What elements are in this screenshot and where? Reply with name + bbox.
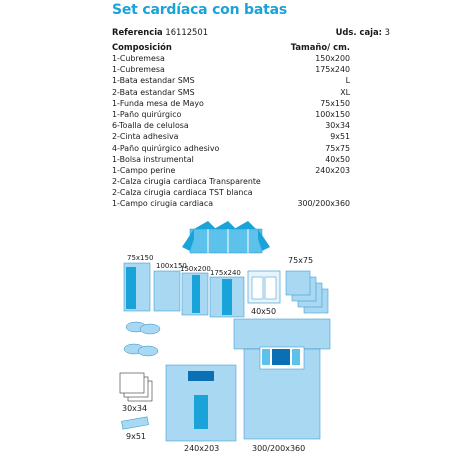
item-size: XL bbox=[340, 87, 350, 97]
composition-header: Composición bbox=[112, 42, 172, 52]
label-40x50: 40x50 bbox=[251, 307, 277, 316]
table-header bbox=[112, 42, 350, 52]
label-75x150: 75x150 bbox=[127, 254, 154, 262]
surgical-gowns-image bbox=[182, 221, 270, 253]
item-size: 300/200x360 bbox=[297, 199, 350, 209]
item-name: 1-Cubremesa bbox=[112, 65, 165, 75]
item-name: 2-Calza cirugia cardiaca TST blanca bbox=[112, 188, 253, 198]
label-75x75: 75x75 bbox=[288, 256, 314, 265]
cardiac-drape-image bbox=[234, 319, 330, 453]
item-name: 1-Bata estandar SMS bbox=[112, 76, 195, 86]
mayo-cover-image bbox=[124, 254, 153, 311]
table-row bbox=[112, 165, 350, 176]
table-row bbox=[112, 154, 350, 165]
item-name: 1-Funda mesa de Mayo bbox=[112, 98, 204, 108]
reference-value: 16112501 bbox=[165, 27, 209, 37]
table-row bbox=[112, 143, 350, 154]
table-row bbox=[112, 109, 350, 120]
item-size: 175x240 bbox=[315, 65, 350, 75]
item-size: 75x75 bbox=[325, 143, 350, 153]
table-row bbox=[112, 98, 350, 109]
table-row bbox=[112, 187, 350, 198]
item-size: 150x200 bbox=[315, 54, 350, 63]
reference-row bbox=[112, 27, 390, 37]
label-240x203: 240x203 bbox=[184, 444, 220, 453]
label-30x34: 30x34 bbox=[122, 404, 148, 413]
table-row bbox=[112, 64, 350, 75]
item-size: 75x150 bbox=[320, 98, 350, 108]
item-name: 6-Toalla de celulosa bbox=[112, 121, 189, 131]
item-name: 2-Calza cirugia cardiaca Transparente bbox=[112, 177, 261, 187]
item-name: 2-Cinta adhesiva bbox=[112, 132, 179, 142]
shoe-covers-image bbox=[124, 322, 160, 356]
table-row bbox=[112, 198, 350, 209]
table-row bbox=[112, 53, 350, 64]
item-size: 240x203 bbox=[315, 165, 350, 175]
item-size: 30x34 bbox=[325, 121, 350, 131]
item-size: 100x150 bbox=[315, 109, 350, 119]
label-150x200: 150x200 bbox=[180, 265, 211, 273]
units-label: Uds. caja: bbox=[335, 27, 382, 37]
table-cover-175x240-image bbox=[210, 269, 244, 317]
item-size: 9x51 bbox=[330, 132, 350, 142]
units-box bbox=[336, 27, 390, 37]
adhesive-tape-image bbox=[122, 417, 149, 441]
instrument-bag-image bbox=[248, 271, 280, 316]
item-name: 2-Bata estandar SMS bbox=[112, 87, 195, 97]
item-name: 1-Paño quirúrgico bbox=[112, 109, 182, 119]
item-name: 1-Bolsa instrumental bbox=[112, 154, 194, 164]
label-300-200x360: 300/200x360 bbox=[252, 444, 306, 453]
page-title: Set cardíaca con batas bbox=[112, 2, 287, 18]
item-name: 1-Cubremesa bbox=[112, 54, 165, 63]
item-name: 1-Campo cirugia cardiaca bbox=[112, 199, 214, 209]
item-size: L bbox=[345, 76, 350, 86]
table-row bbox=[112, 131, 350, 142]
item-name: 1-Campo perine bbox=[112, 165, 176, 175]
cellulose-towels-image bbox=[120, 373, 152, 413]
reference-label: Referencia bbox=[112, 27, 163, 37]
table-cover-150x200-image bbox=[180, 265, 211, 315]
table-row bbox=[112, 120, 350, 131]
adhesive-drape-stack-image bbox=[286, 256, 328, 313]
product-illustration bbox=[110, 215, 455, 455]
item-name: 4-Paño quirúrgico adhesivo bbox=[112, 143, 220, 153]
label-175x240: 175x240 bbox=[210, 269, 241, 277]
table-row bbox=[112, 87, 350, 98]
table-row bbox=[112, 176, 350, 187]
perineal-drape-image bbox=[166, 365, 236, 453]
label-100x150: 100x150 bbox=[156, 262, 187, 270]
composition-table bbox=[112, 53, 350, 210]
label-9x51: 9x51 bbox=[126, 432, 147, 441]
units-value: 3 bbox=[384, 27, 390, 37]
table-row bbox=[112, 75, 350, 86]
item-size: 40x50 bbox=[325, 154, 350, 164]
size-header: Tamaño/ cm. bbox=[290, 42, 350, 52]
